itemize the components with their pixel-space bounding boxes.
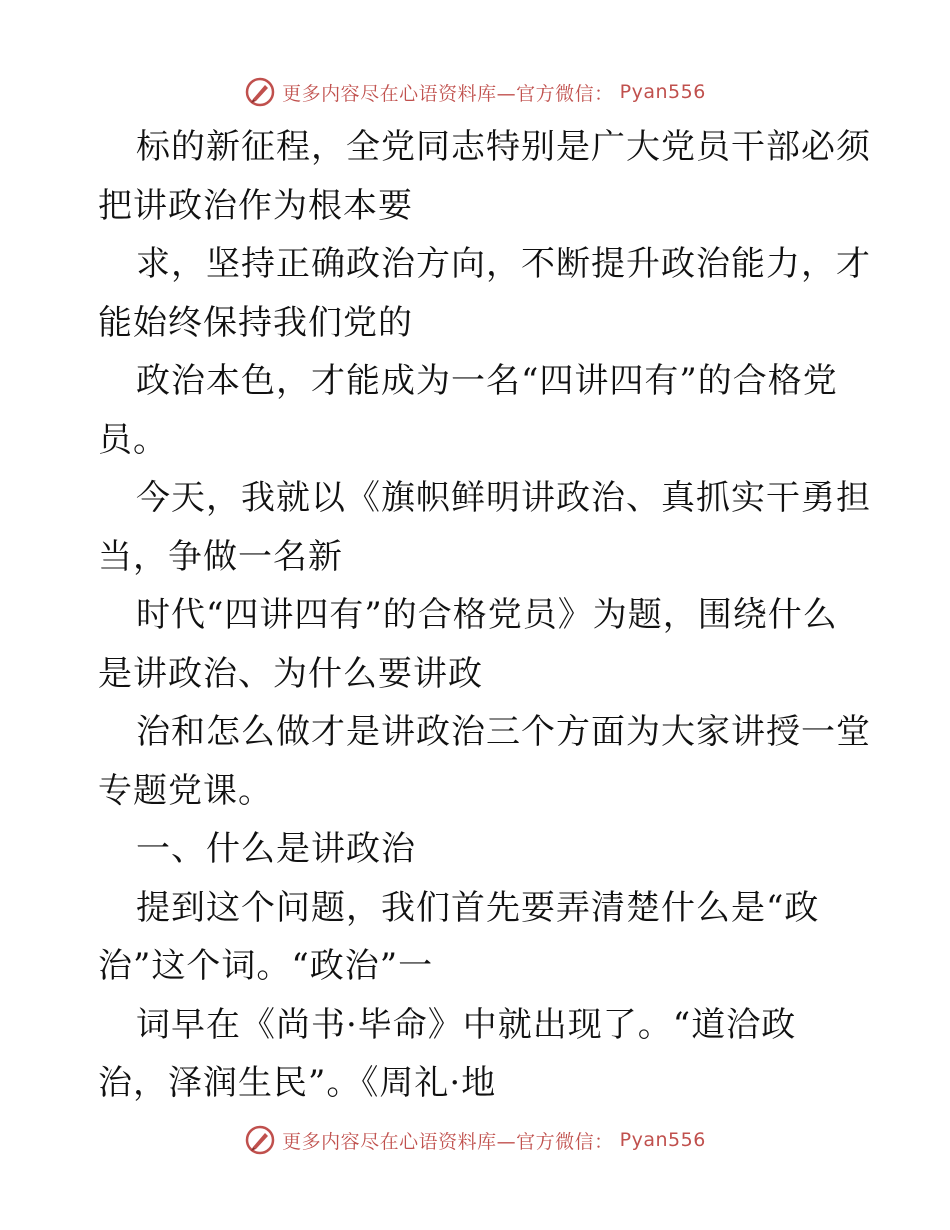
section-heading: 一、什么是讲政治: [136, 829, 416, 869]
body-line: 专题党课。: [98, 770, 273, 811]
body-line: 治，泽润生民”。《周礼·地: [98, 1063, 497, 1103]
watermark-text: 更多内容尽在心语资料库—官方微信：: [282, 82, 614, 105]
body-line: 当，争做一名新: [98, 536, 343, 577]
footer-watermark: [0, 1120, 950, 1160]
body-line: 求，坚持正确政治方向，不断提升政治能力，才: [136, 244, 871, 284]
header-watermark: [0, 72, 950, 112]
body-line: 提到这个问题，我们首先要弄清楚什么是“政: [136, 887, 820, 928]
body-line: 今天，我就以《旗帜鲜明讲政治、真抓实干勇担: [136, 478, 871, 518]
pen-logo-icon: [244, 1124, 276, 1156]
watermark-text: 更多内容尽在心语资料库—官方微信：: [282, 1130, 614, 1153]
body-line: 治和怎么做才是讲政治三个方面为大家讲授一堂: [136, 712, 871, 752]
body-line: 词早在《尚书·毕命》中就出现了。“道洽政: [136, 1004, 797, 1045]
pen-logo-icon: [244, 76, 276, 108]
body-line: 能始终保持我们党的: [98, 302, 413, 343]
body-line: 把讲政治作为根本要: [98, 185, 413, 226]
watermark-account: Pyan556: [619, 81, 706, 103]
body-line: 政治本色，才能成为一名“四讲四有”的合格党: [136, 361, 838, 401]
body-line: 标的新征程，全党同志特别是广大党员干部必须: [136, 127, 871, 167]
body-line: 时代“四讲四有”的合格党员》为题，围绕什么: [136, 595, 838, 635]
document-body: [98, 118, 871, 1113]
body-line: 是讲政治、为什么要讲政: [98, 653, 483, 694]
watermark-account: Pyan556: [619, 1129, 706, 1151]
body-line: 员。: [98, 419, 168, 460]
body-line: 治”这个词。“政治”一: [98, 946, 434, 986]
